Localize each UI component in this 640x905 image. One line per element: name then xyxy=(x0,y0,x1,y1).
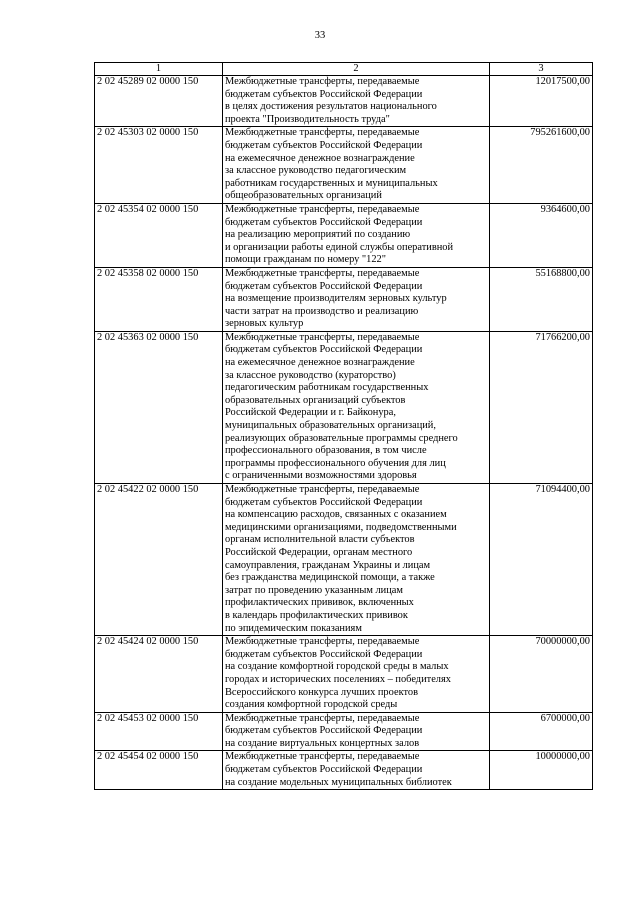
budget-revenue-table xyxy=(94,62,593,790)
amount-value: 9364600,00 xyxy=(490,203,593,267)
description-line: бюджетам субъектов Российской Федерации xyxy=(225,648,423,660)
table-body xyxy=(95,76,593,790)
description-line: на реализацию мероприятий по созданию xyxy=(225,229,411,241)
description-line: реализующих образовательные программы среднего xyxy=(225,432,458,444)
amount-value: 71094400,00 xyxy=(490,484,593,636)
column-header-amount: 3 xyxy=(490,63,593,76)
description-line: на ежемесячное денежное вознаграждение xyxy=(225,152,415,164)
description-line: на создание модельных муниципальных библиотек xyxy=(225,776,452,788)
revenue-description xyxy=(223,267,490,331)
description-line: за классное руководство (кураторство) xyxy=(225,369,396,381)
description-line: Межбюджетные трансферты, передаваемые xyxy=(225,712,420,724)
budget-classification-code: 2 02 45454 02 0000 150 xyxy=(95,751,223,790)
description-line: педагогическим работникам государственных xyxy=(225,382,429,394)
revenue-description xyxy=(223,203,490,267)
column-header-description: 2 xyxy=(223,63,490,76)
budget-classification-code: 2 02 45358 02 0000 150 xyxy=(95,267,223,331)
table-row xyxy=(95,331,593,483)
budget-classification-code: 2 02 45424 02 0000 150 xyxy=(95,636,223,713)
table-row xyxy=(95,76,593,127)
description-line: бюджетам субъектов Российской Федерации xyxy=(225,216,423,228)
description-line: органам исполнительной власти субъектов xyxy=(225,534,415,546)
description-line: бюджетам субъектов Российской Федерации xyxy=(225,496,423,508)
budget-classification-code: 2 02 45303 02 0000 150 xyxy=(95,127,223,204)
revenue-description xyxy=(223,484,490,636)
description-line: на ежемесячное денежное вознаграждение xyxy=(225,357,415,369)
budget-classification-code: 2 02 45354 02 0000 150 xyxy=(95,203,223,267)
description-line: профилактических прививок, включенных xyxy=(225,597,414,609)
description-line: Межбюджетные трансферты, передаваемые xyxy=(225,484,420,495)
table-row xyxy=(95,751,593,790)
description-line: бюджетам субъектов Российской Федерации xyxy=(225,725,423,737)
description-line: Российской Федерации, органам местного xyxy=(225,546,413,558)
table-row xyxy=(95,484,593,636)
description-line: общеобразовательных организаций xyxy=(225,190,382,202)
description-line: Межбюджетные трансферты, передаваемые xyxy=(225,636,420,648)
column-header-code: 1 xyxy=(95,63,223,76)
description-line: медицинскими организациями, подведомственными xyxy=(225,521,457,533)
revenue-description xyxy=(223,76,490,127)
description-line: Межбюджетные трансферты, передаваемые xyxy=(225,127,420,139)
amount-value: 55168800,00 xyxy=(490,267,593,331)
description-line: Межбюджетные трансферты, передаваемые xyxy=(225,76,420,87)
table-row xyxy=(95,203,593,267)
amount-value: 70000000,00 xyxy=(490,636,593,713)
description-line: затрат по проведению указанным лицам xyxy=(225,584,403,596)
description-line: городах и исторических поселениях – победителях xyxy=(225,673,451,685)
description-line: самоуправления, гражданам Украины и лицам xyxy=(225,559,431,571)
description-line: бюджетам субъектов Российской Федерации xyxy=(225,88,423,100)
description-line: работникам государственных и муниципальных xyxy=(225,177,438,189)
description-line: бюджетам субъектов Российской Федерации xyxy=(225,280,423,292)
description-line: на компенсацию расходов, связанных с оказанием xyxy=(225,509,447,521)
budget-classification-code: 2 02 45422 02 0000 150 xyxy=(95,484,223,636)
budget-classification-code: 2 02 45453 02 0000 150 xyxy=(95,712,223,751)
amount-value: 795261600,00 xyxy=(490,127,593,204)
amount-value: 71766200,00 xyxy=(490,331,593,483)
description-line: без гражданства медицинской помощи, а также xyxy=(225,572,435,584)
budget-classification-code: 2 02 45289 02 0000 150 xyxy=(95,76,223,127)
description-line: зерновых культур xyxy=(225,318,304,330)
description-line: бюджетам субъектов Российской Федерации xyxy=(225,139,423,151)
description-line: профессионального образования, в том числе xyxy=(225,445,427,457)
revenue-description xyxy=(223,712,490,751)
description-line: в целях достижения результатов национального xyxy=(225,101,437,113)
description-line: бюджетам субъектов Российской Федерации xyxy=(225,344,423,356)
table-header-row xyxy=(95,63,593,76)
description-line: Межбюджетные трансферты, передаваемые xyxy=(225,331,420,343)
description-line: по эпидемическим показаниям xyxy=(225,622,362,634)
description-line: Всероссийского конкурса лучших проектов xyxy=(225,686,418,698)
description-line: проекта "Производительность труда" xyxy=(225,113,390,125)
amount-value: 6700000,00 xyxy=(490,712,593,751)
description-line: создания комфортной городской среды xyxy=(225,699,398,711)
description-line: образовательных организаций субъектов xyxy=(225,394,406,406)
table-row xyxy=(95,712,593,751)
description-line: на создание комфортной городской среды в малых xyxy=(225,661,449,673)
description-line: Российской Федерации и г. Байконура, xyxy=(225,407,396,419)
description-line: бюджетам субъектов Российской Федерации xyxy=(225,764,423,776)
page-number: 33 xyxy=(314,30,326,41)
revenue-description xyxy=(223,127,490,204)
description-line: Межбюджетные трансферты, передаваемые xyxy=(225,751,420,763)
description-line: на возмещение производителям зерновых культур xyxy=(225,293,447,305)
budget-classification-code: 2 02 45363 02 0000 150 xyxy=(95,331,223,483)
revenue-description xyxy=(223,751,490,790)
description-line: Межбюджетные трансферты, передаваемые xyxy=(225,203,420,215)
description-line: муниципальных образовательных организаций, xyxy=(225,420,436,432)
description-line: помощи гражданам по номеру "122" xyxy=(225,254,386,266)
table-row xyxy=(95,267,593,331)
description-line: с ограниченными возможностями здоровья xyxy=(225,470,417,482)
description-line: Межбюджетные трансферты, передаваемые xyxy=(225,267,420,279)
amount-value: 12017500,00 xyxy=(490,76,593,127)
revenue-description xyxy=(223,636,490,713)
description-line: на создание виртуальных концертных залов xyxy=(225,737,420,749)
description-line: за классное руководство педагогическим xyxy=(225,165,407,177)
amount-value: 10000000,00 xyxy=(490,751,593,790)
description-line: в календарь профилактических прививок xyxy=(225,609,408,621)
table-row xyxy=(95,636,593,713)
description-line: и организации работы единой службы оперативной xyxy=(225,241,454,253)
description-line: части затрат на производство и реализацию xyxy=(225,305,419,317)
revenue-description xyxy=(223,331,490,483)
table-row xyxy=(95,127,593,204)
description-line: программы профессионального обучения для лиц xyxy=(225,457,446,469)
